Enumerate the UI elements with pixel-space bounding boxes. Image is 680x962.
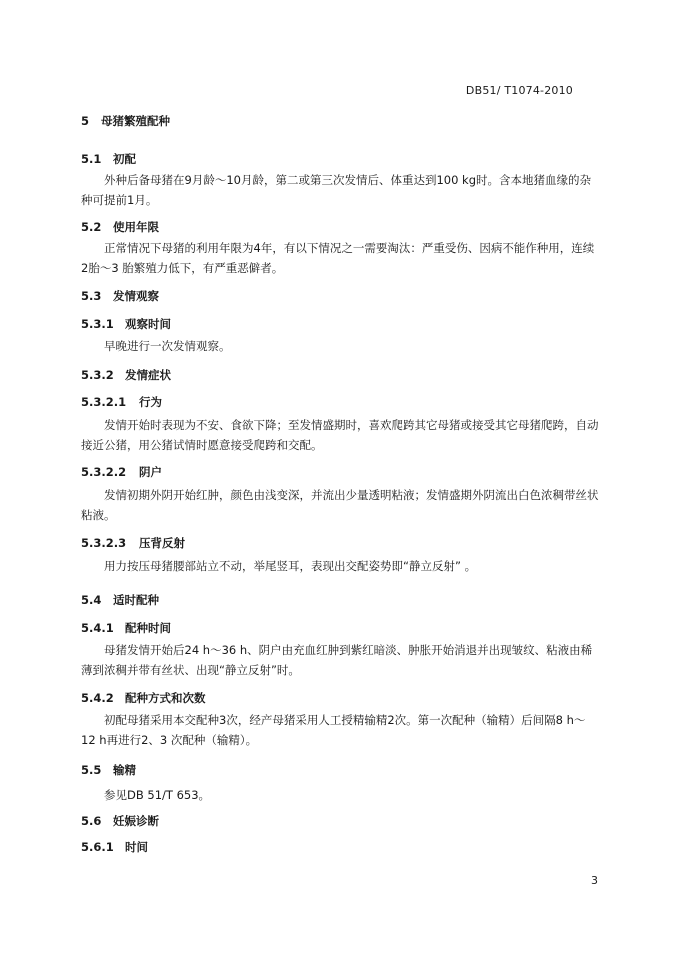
section-title: 压背反射 [139, 536, 185, 550]
section-title: 发情观察 [113, 289, 159, 303]
section-number: 5.3.2 [81, 368, 114, 382]
section-number: 5.3.1 [81, 317, 114, 331]
section-number: 5.1 [81, 152, 102, 166]
section-heading-5-2 [81, 219, 159, 235]
paragraph-5-4-1: 母猪发情开始后24 h～36 h、阴户由充血红肿到紫红暗淡、肿胀开始消退并出现皱纹、粘液由稀薄到浓稠并带有丝状、出现“静立反射”时。 [81, 643, 593, 677]
section-heading-5-4-1 [81, 620, 171, 636]
section-heading-5-3-2 [81, 367, 171, 383]
paragraph-5-3-1: 早晚进行一次发情观察。 [104, 339, 231, 353]
section-heading-5-1 [81, 151, 136, 167]
section-heading-5-3-2-1 [81, 394, 162, 410]
section-title: 初配 [113, 152, 136, 166]
section-heading-5-3 [81, 288, 159, 304]
section-number: 5.3.2.1 [81, 395, 127, 409]
section-number: 5.4.2 [81, 691, 114, 705]
section-heading-5-3-2-2 [81, 464, 162, 480]
section-title: 使用年限 [113, 220, 159, 234]
section-title: 行为 [139, 395, 162, 409]
section-number: 5.3 [81, 289, 102, 303]
section-heading-5-6 [81, 813, 159, 829]
section-number: 5.6 [81, 814, 102, 828]
section-title: 发情症状 [125, 368, 171, 382]
section-title: 母猪繁殖配种 [101, 114, 170, 128]
paragraph-5-3-2-2: 发情初期外阴开始红肿，颜色由浅变深，并流出少量透明粘液；发情盛期外阴流出白色浓稠带丝状粘液。 [81, 488, 599, 522]
section-title: 适时配种 [113, 593, 159, 607]
section-title: 配种时间 [125, 621, 171, 635]
paragraph-5-1: 外种后备母猪在9月龄～10月龄，第二或第三次发情后、体重达到100 kg时。含本地猪血缘的杂种可提前1月。 [81, 173, 592, 207]
section-number: 5.5 [81, 763, 102, 777]
section-number: 5.3.2.3 [81, 536, 127, 550]
section-title: 观察时间 [125, 317, 171, 331]
section-title: 输精 [113, 763, 136, 777]
section-title: 妊娠诊断 [113, 814, 159, 828]
section-number: 5.4 [81, 593, 102, 607]
section-title: 配种方式和次数 [125, 691, 206, 705]
section-number: 5.6.1 [81, 840, 114, 854]
document-code: DB51/ T1074-2010 [465, 84, 573, 97]
paragraph-5-2: 正常情况下母猪的利用年限为4年，有以下情况之一需要淘汰：严重受伤、因病不能作种用，连续2胎～3 胎繁殖力低下，有严重恶僻者。 [81, 241, 595, 275]
paragraph-5-3-2-1: 发情开始时表现为不安、食欲下降；至发情盛期时，喜欢爬跨其它母猪或接受其它母猪爬跨，自动接近公猪，用公猪试情时愿意接受爬跨和交配。 [81, 418, 599, 452]
paragraph-5-3-2-3: 用力按压母猪腰部站立不动，举尾竖耳，表现出交配姿势即“静立反射” 。 [104, 559, 477, 573]
section-number: 5.4.1 [81, 621, 114, 635]
section-heading-5-6-1 [81, 839, 148, 855]
section-heading-5-3-2-3 [81, 535, 185, 551]
section-number: 5.2 [81, 220, 102, 234]
section-heading-5-4 [81, 592, 159, 608]
section-heading-5 [81, 113, 170, 129]
section-heading-5-5 [81, 762, 136, 778]
paragraph-5-4-2: 初配母猪采用本交配种3次，经产母猪采用人工授精输精2次。第一次配种（输精）后间隔8 h～12 h再进行2、3 次配种（输精）。 [81, 713, 586, 747]
section-number: 5 [81, 114, 90, 128]
section-number: 5.3.2.2 [81, 465, 127, 479]
section-heading-5-3-1 [81, 316, 171, 332]
paragraph-5-5: 参见DB 51/T 653。 [104, 788, 211, 802]
section-title: 阴户 [139, 465, 162, 479]
section-title: 时间 [125, 840, 148, 854]
section-heading-5-4-2 [81, 690, 206, 706]
page-number: 3 [591, 874, 598, 887]
